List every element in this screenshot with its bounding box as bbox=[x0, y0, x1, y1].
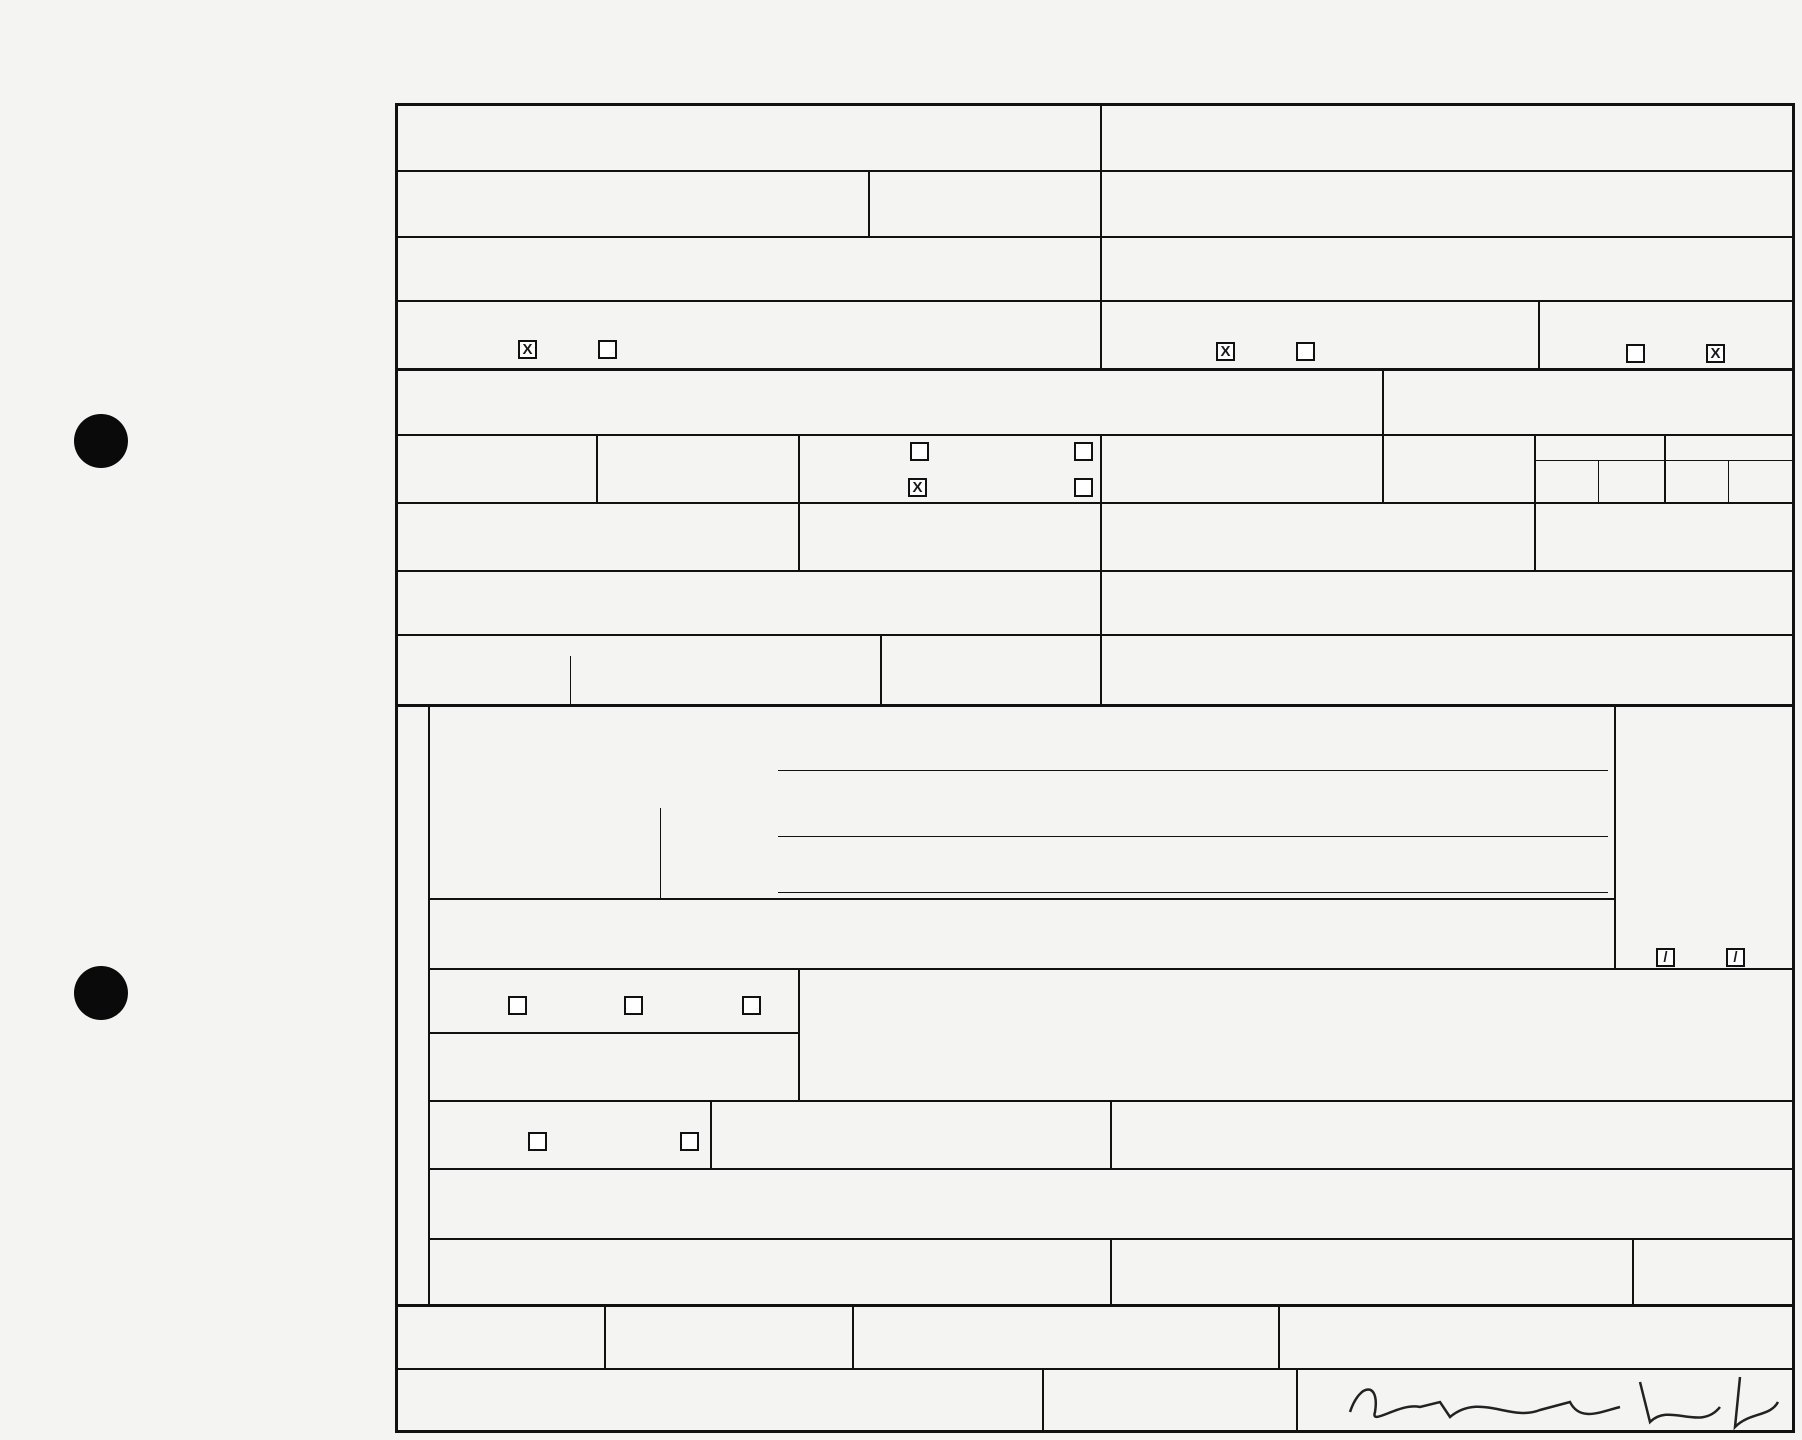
rule bbox=[1538, 300, 1540, 368]
rule bbox=[398, 634, 1792, 636]
rule bbox=[1278, 1304, 1280, 1368]
rule bbox=[428, 898, 1614, 900]
rule bbox=[398, 434, 1792, 436]
farm-yes-checkbox[interactable] bbox=[1626, 344, 1645, 363]
punch-hole bbox=[74, 966, 128, 1020]
rule bbox=[710, 1100, 712, 1168]
rule bbox=[398, 1368, 1792, 1370]
rule bbox=[398, 502, 1792, 504]
death-inside-yes-checkbox[interactable]: X bbox=[518, 340, 537, 359]
rule bbox=[1598, 460, 1599, 502]
rule bbox=[1382, 370, 1384, 504]
while-at-work-checkbox[interactable] bbox=[528, 1132, 547, 1151]
rule bbox=[398, 236, 1792, 238]
rule bbox=[1632, 1238, 1634, 1304]
farm-no-checkbox[interactable]: X bbox=[1706, 344, 1725, 363]
rule bbox=[1100, 434, 1102, 704]
res-inside-yes-checkbox[interactable]: X bbox=[1216, 342, 1235, 361]
accident-checkbox[interactable] bbox=[508, 996, 527, 1015]
rule bbox=[596, 434, 598, 502]
res-inside-no-checkbox[interactable] bbox=[1296, 342, 1315, 361]
rule bbox=[880, 634, 882, 704]
rule bbox=[428, 1168, 1792, 1170]
rule bbox=[1664, 434, 1666, 502]
rule bbox=[1042, 1368, 1044, 1430]
rule bbox=[798, 434, 800, 570]
widowed-checkbox[interactable]: X bbox=[908, 478, 927, 497]
rule bbox=[852, 1304, 854, 1368]
rule bbox=[398, 300, 1792, 302]
suicide-checkbox[interactable] bbox=[624, 996, 643, 1015]
rule bbox=[1728, 460, 1729, 502]
rule bbox=[778, 770, 1608, 771]
registrar-signature bbox=[1340, 1372, 1780, 1432]
rule bbox=[868, 170, 870, 236]
rule bbox=[1100, 103, 1102, 369]
rule bbox=[398, 570, 1792, 572]
rule bbox=[798, 968, 800, 1100]
rule bbox=[398, 368, 1792, 371]
rule bbox=[398, 704, 1792, 707]
rule bbox=[1536, 460, 1792, 461]
divorced-checkbox[interactable] bbox=[1074, 478, 1093, 497]
rule bbox=[428, 1032, 798, 1034]
rule bbox=[1614, 704, 1616, 968]
rule bbox=[570, 656, 571, 704]
punch-hole bbox=[74, 414, 128, 468]
homicide-checkbox[interactable] bbox=[742, 996, 761, 1015]
autopsy-yes-checkbox[interactable]: / bbox=[1656, 948, 1675, 967]
rule bbox=[660, 808, 661, 898]
autopsy-no-checkbox[interactable]: / bbox=[1726, 948, 1745, 967]
rule bbox=[398, 1304, 1792, 1307]
not-while-work-checkbox[interactable] bbox=[680, 1132, 699, 1151]
rule bbox=[1110, 1238, 1112, 1304]
rule bbox=[778, 836, 1608, 837]
death-inside-no-checkbox[interactable] bbox=[598, 340, 617, 359]
rule bbox=[398, 170, 1792, 172]
rule bbox=[428, 704, 430, 1304]
rule bbox=[1296, 1368, 1298, 1430]
rule bbox=[604, 1304, 606, 1368]
rule bbox=[428, 968, 1792, 970]
rule bbox=[1110, 1100, 1112, 1168]
rule bbox=[1534, 434, 1536, 570]
married-checkbox[interactable] bbox=[910, 442, 929, 461]
rule bbox=[778, 892, 1608, 893]
form-frame bbox=[395, 103, 1795, 1433]
never-married-checkbox[interactable] bbox=[1074, 442, 1093, 461]
